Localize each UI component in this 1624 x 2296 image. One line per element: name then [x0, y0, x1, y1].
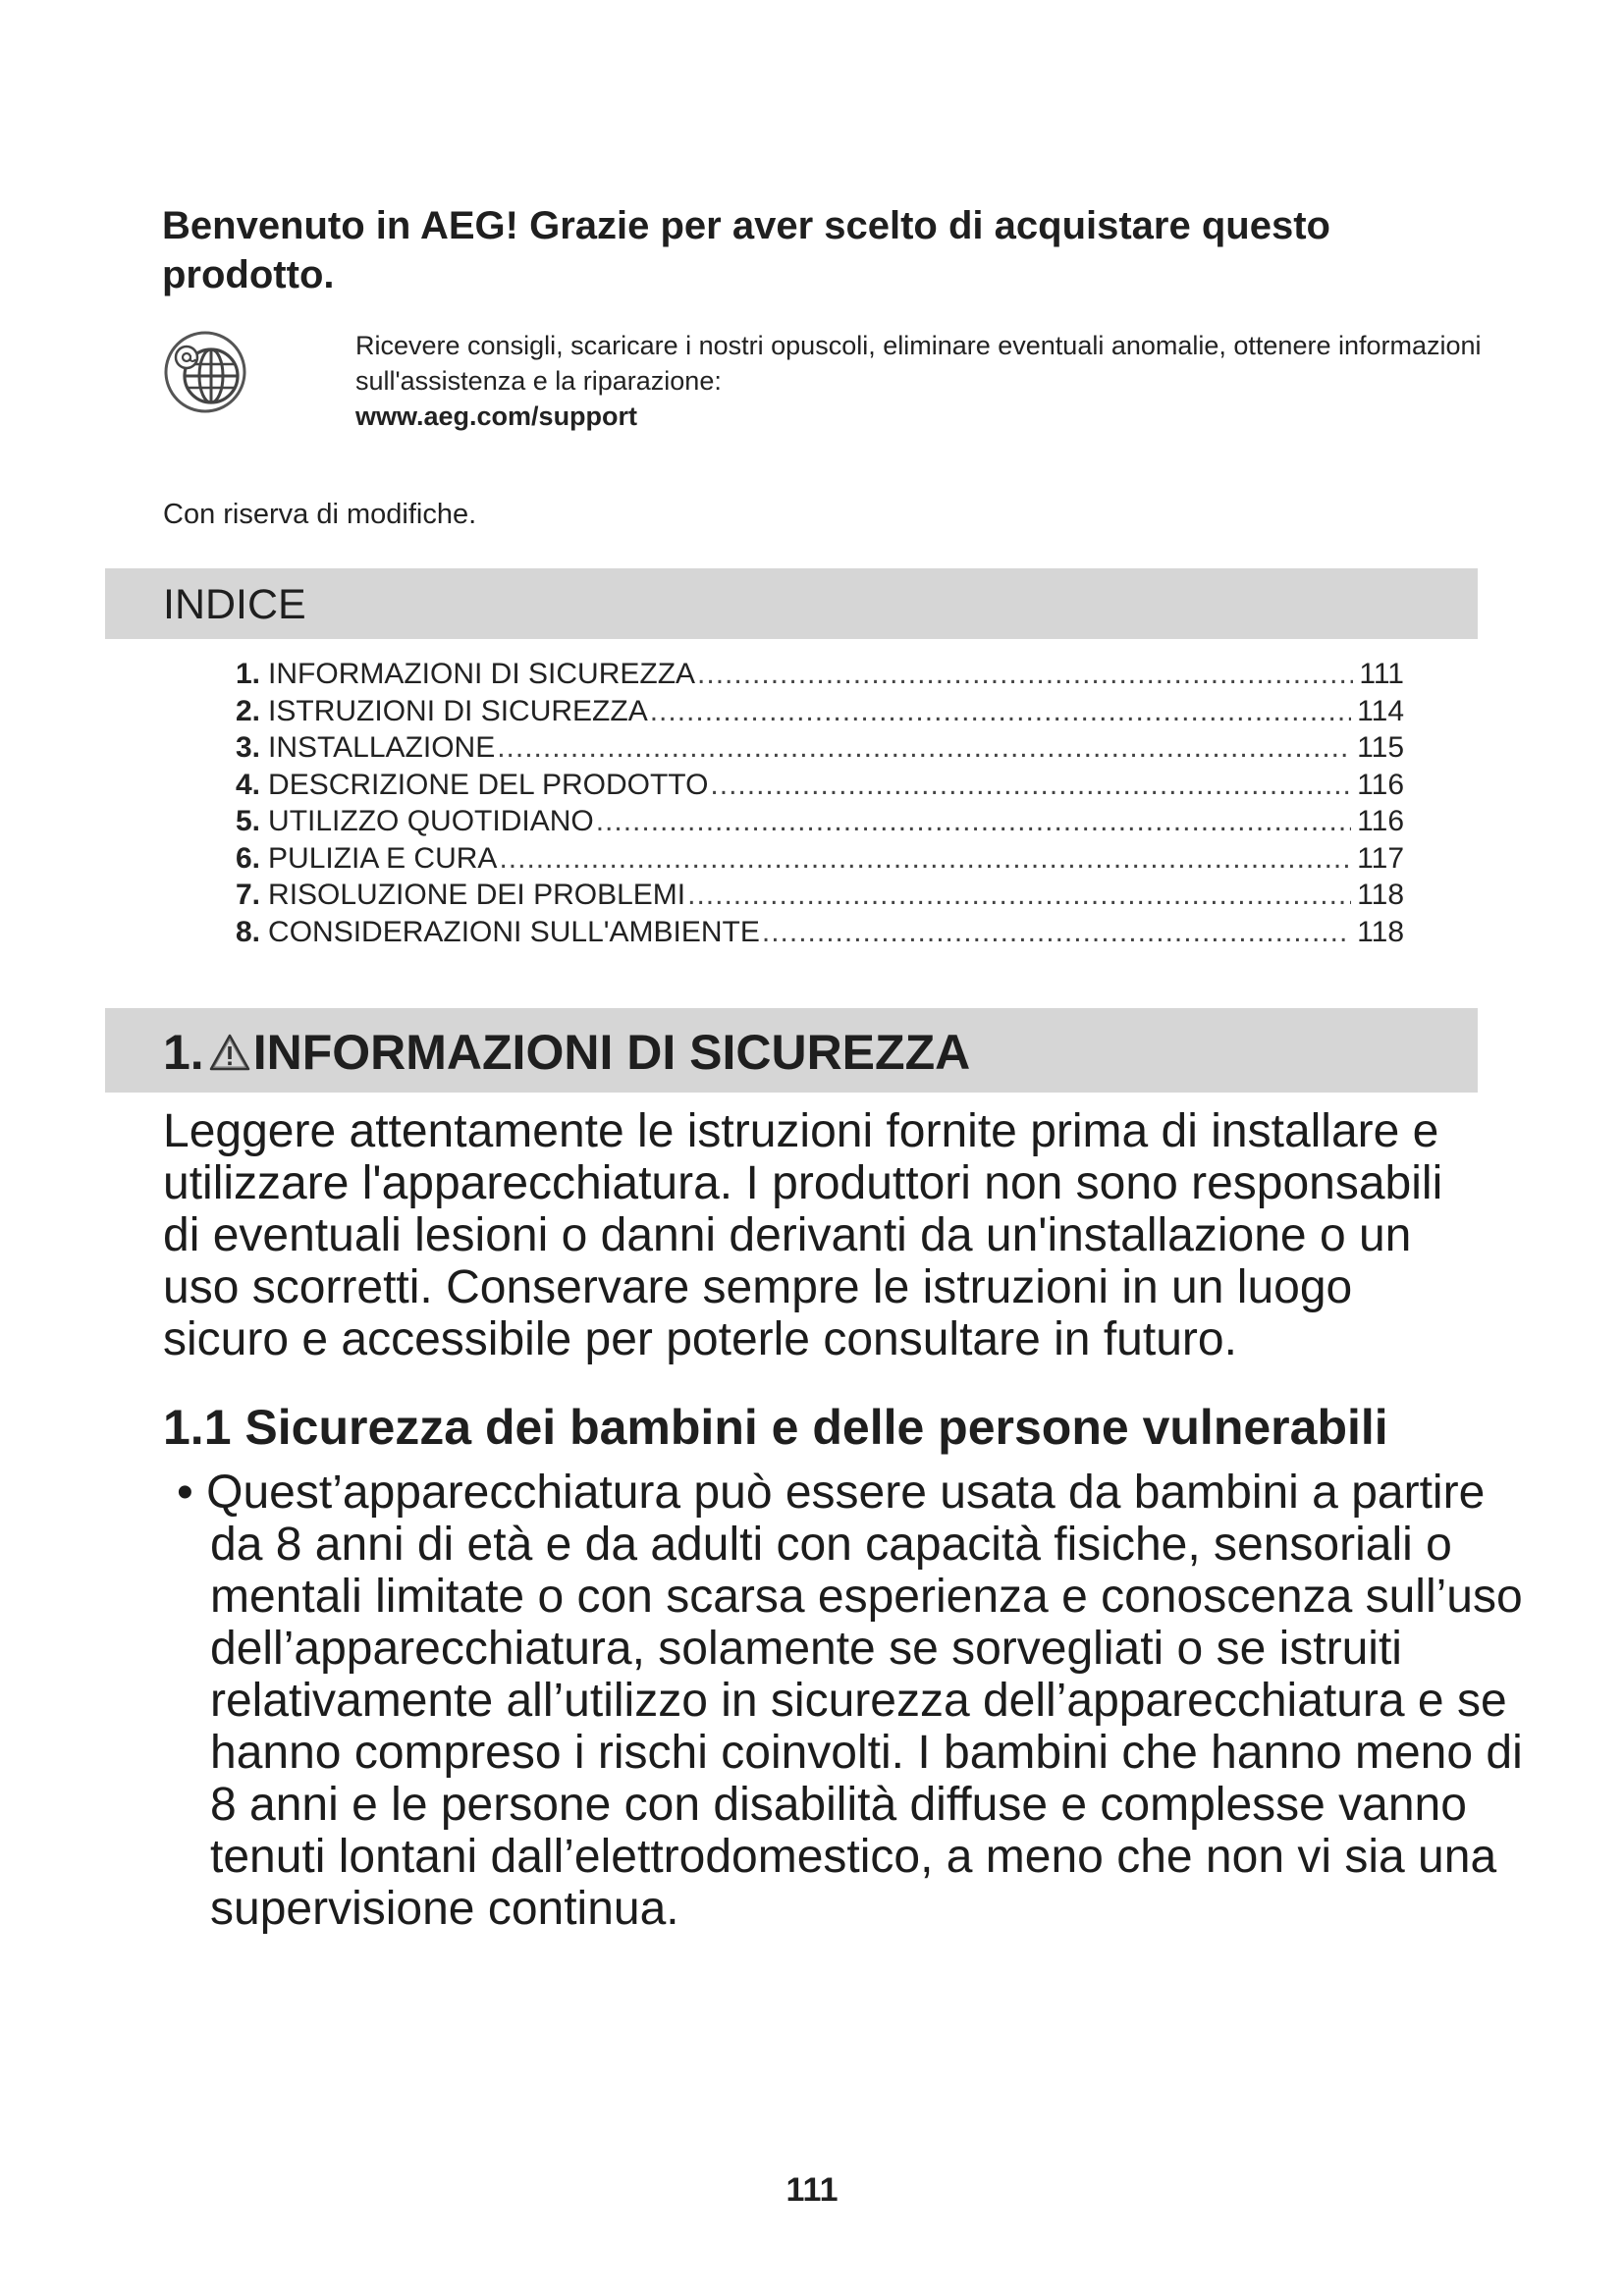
toc-title: INDICE [163, 581, 306, 628]
toc-item-label: INSTALLAZIONE [268, 731, 496, 764]
subsection-title: 1.1 Sicurezza dei bambini e delle persone vulnerabili [163, 1400, 1388, 1455]
toc-item-label: UTILIZZO QUOTIDIANO [268, 805, 594, 837]
toc-item[interactable] [236, 693, 1404, 730]
toc-item-leader [596, 803, 1351, 840]
section-number: 1. [163, 1025, 204, 1080]
toc-item[interactable] [236, 877, 1404, 914]
toc-item-page: 116 [1357, 805, 1404, 837]
support-link[interactable]: www.aeg.com/support [355, 401, 638, 431]
welcome-title: Benvenuto in AEG! Grazie per aver scelto di acquistare questo prodotto. [162, 204, 1330, 296]
toc-item-page: 117 [1357, 841, 1404, 875]
toc-item-number: 5. [236, 805, 261, 837]
toc-item-leader [499, 840, 1351, 878]
toc-item-leader [710, 767, 1351, 804]
toc-item-number: 7. [236, 879, 261, 911]
toc-item-leader [497, 729, 1351, 767]
section-title [163, 1021, 970, 1084]
reserve-note: Con riserva di modifiche. [163, 499, 477, 530]
support-text [355, 328, 1485, 434]
toc-item-number: 1. [236, 658, 261, 690]
toc-item-leader [697, 656, 1353, 693]
toc-item[interactable] [236, 803, 1404, 840]
toc-item-page: 111 [1359, 658, 1404, 690]
toc-item-number: 6. [236, 841, 261, 875]
toc-item-label: ISTRUZIONI DI SICUREZZA [268, 694, 648, 727]
toc-item-label: INFORMAZIONI DI SICUREZZA [268, 658, 696, 690]
toc-header-band [105, 568, 1478, 639]
toc-item-label: PULIZIA E CURA [268, 841, 498, 875]
toc-item-number: 3. [236, 731, 261, 764]
toc-item-leader [762, 914, 1351, 951]
page-number: 111 [785, 2171, 839, 2209]
toc-item-page: 114 [1357, 694, 1404, 727]
toc-item-number: 8. [236, 915, 261, 948]
section-title-text: INFORMAZIONI DI SICUREZZA [252, 1025, 971, 1080]
web-globe-icon [163, 330, 247, 414]
toc-item-leader [650, 693, 1351, 730]
bullet-paragraph: • Quest’apparecchiatura può essere usata da bambini a partire da 8 anni di età e da adulti con capacità fisiche, sensoriali o mentali limitate o con scarsa esperienza e conoscenza sull’uso dell’apparecchiatura, solamente se sorvegliati o se istruiti relativamente all’utilizzo in sicurezza dell’apparecchiatura e se hanno compreso i rischi coinvolti. I bambini che hanno meno di 8 anni e le persone con disabilità diffuse e complesse vanno tenuti lontani dall’elettrodomestico, a meno che non vi sia una supervisione continua. [177, 1467, 1523, 1935]
toc-item-number: 4. [236, 768, 261, 801]
toc-item-page: 118 [1357, 915, 1404, 948]
toc-item[interactable] [236, 656, 1404, 693]
toc-item-label: RISOLUZIONE DEI PROBLEMI [268, 879, 686, 911]
toc-list [236, 656, 1404, 950]
toc-item-page: 115 [1357, 731, 1404, 764]
toc-item[interactable] [236, 840, 1404, 878]
section-intro-paragraph: Leggere attentamente le istruzioni fornite prima di installare e utilizzare l'apparecchiatura. I produttori non sono responsabili di eventuali lesioni o danni derivanti da un'installazione o un uso scorretti. Conservare sempre le istruzioni in un luogo sicuro e accessibile per poterle consultare in futuro. [163, 1105, 1443, 1365]
toc-item-number: 2. [236, 694, 261, 727]
toc-item-leader [687, 877, 1351, 914]
warning-icon [208, 1033, 251, 1072]
toc-item[interactable] [236, 729, 1404, 767]
support-description: Ricevere consigli, scaricare i nostri opuscoli, eliminare eventuali anomalie, ottenere informazioni sull'assistenza e la riparazione: [355, 331, 1482, 396]
toc-item[interactable] [236, 914, 1404, 951]
toc-item[interactable] [236, 767, 1404, 804]
toc-item-label: DESCRIZIONE DEL PRODOTTO [268, 768, 709, 801]
toc-item-page: 116 [1357, 768, 1404, 801]
toc-item-page: 118 [1357, 879, 1404, 911]
toc-item-label: CONSIDERAZIONI SULL'AMBIENTE [268, 915, 760, 948]
